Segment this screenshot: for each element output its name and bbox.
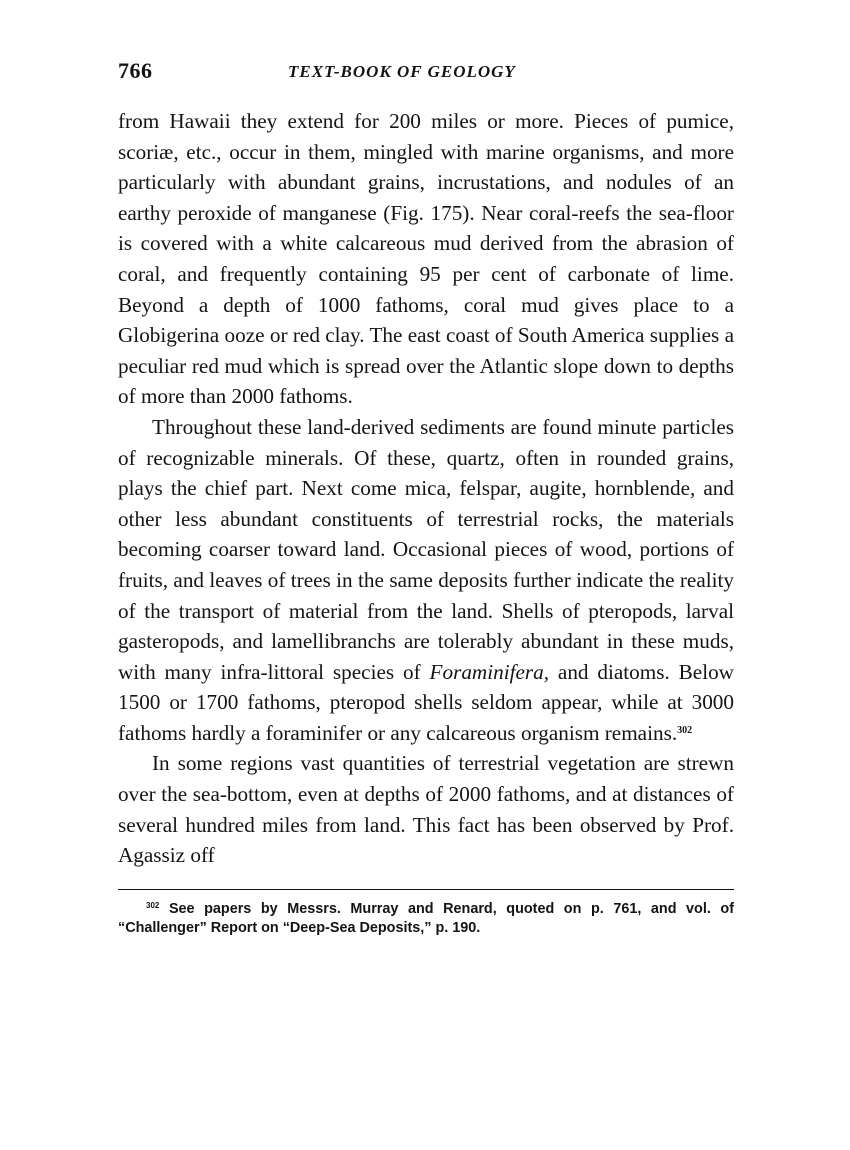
footnote-marker: 302 xyxy=(146,900,160,910)
paragraph-continued: from Hawaii they extend for 200 miles or more. Pieces of pumice, scoriæ, etc., occur in them, mingled with marine organisms, and more particularly with abundant grains, incrustations, and nodules of an earthy peroxide of manganese (Fig. 175). Near coral-reefs the sea-floor is covered with a white calcareous mud derived from the abrasion of coral, and frequently containing 95 per cent of carbonate of lime. Beyond a depth of 1000 fathoms, coral mud gives place to a Globigerina ooze or red clay. The east coast of South America supplies a peculiar red mud which is spread over the Atlantic slope down to depths of more than 2000 fathoms. xyxy=(118,109,734,409)
page-number: 766 xyxy=(118,58,153,83)
taxon-name: Foraminifera, xyxy=(429,659,550,684)
footnote-text: See papers by Messrs. Murray and Renard, quoted on p. 761, and vol. of “Challenger” Report on “Deep-Sea Deposits,” p. 190. xyxy=(118,900,735,936)
body-text xyxy=(118,106,734,871)
paragraph-sediments xyxy=(118,412,734,749)
paragraph-text: and diatoms. Below 1500 or 1700 fathoms, pteropod shells seldom appear, while at 3000 fathoms hardly a foraminifer or any calcareous organism remains. xyxy=(118,659,734,745)
paragraph-text: Throughout these land-derived sediments are found minute particles of recognizable minerals. Of these, quartz, often in rounded grains, plays the chief part. Next come mica, felspar, augite, hornblende, and other less abundant constituents of terrestrial rocks, the materials becoming coarser toward land. Occasional pieces of wood, portions of fruits, and leaves of trees in the same deposits further indicate the reality of the transport of material from the land. Shells of pteropods, larval gasteropods, and lamellibranchs are tolerably abundant in these muds, with many infra-littoral species of xyxy=(118,414,734,684)
paragraph-vegetation: In some regions vast quantities of terrestrial vegetation are strewn over the sea-bottom, even at depths of 2000 fathoms, and at distances of several hundred miles from land. This fact has been observed by Prof. Agassiz off xyxy=(118,751,734,868)
book-page xyxy=(118,58,734,938)
running-title: TEXT-BOOK OF GEOLOGY xyxy=(288,62,516,81)
footnote xyxy=(118,900,734,938)
running-head xyxy=(118,58,734,88)
footnote-reference: 302 xyxy=(677,724,693,736)
footnote-divider xyxy=(118,889,734,890)
